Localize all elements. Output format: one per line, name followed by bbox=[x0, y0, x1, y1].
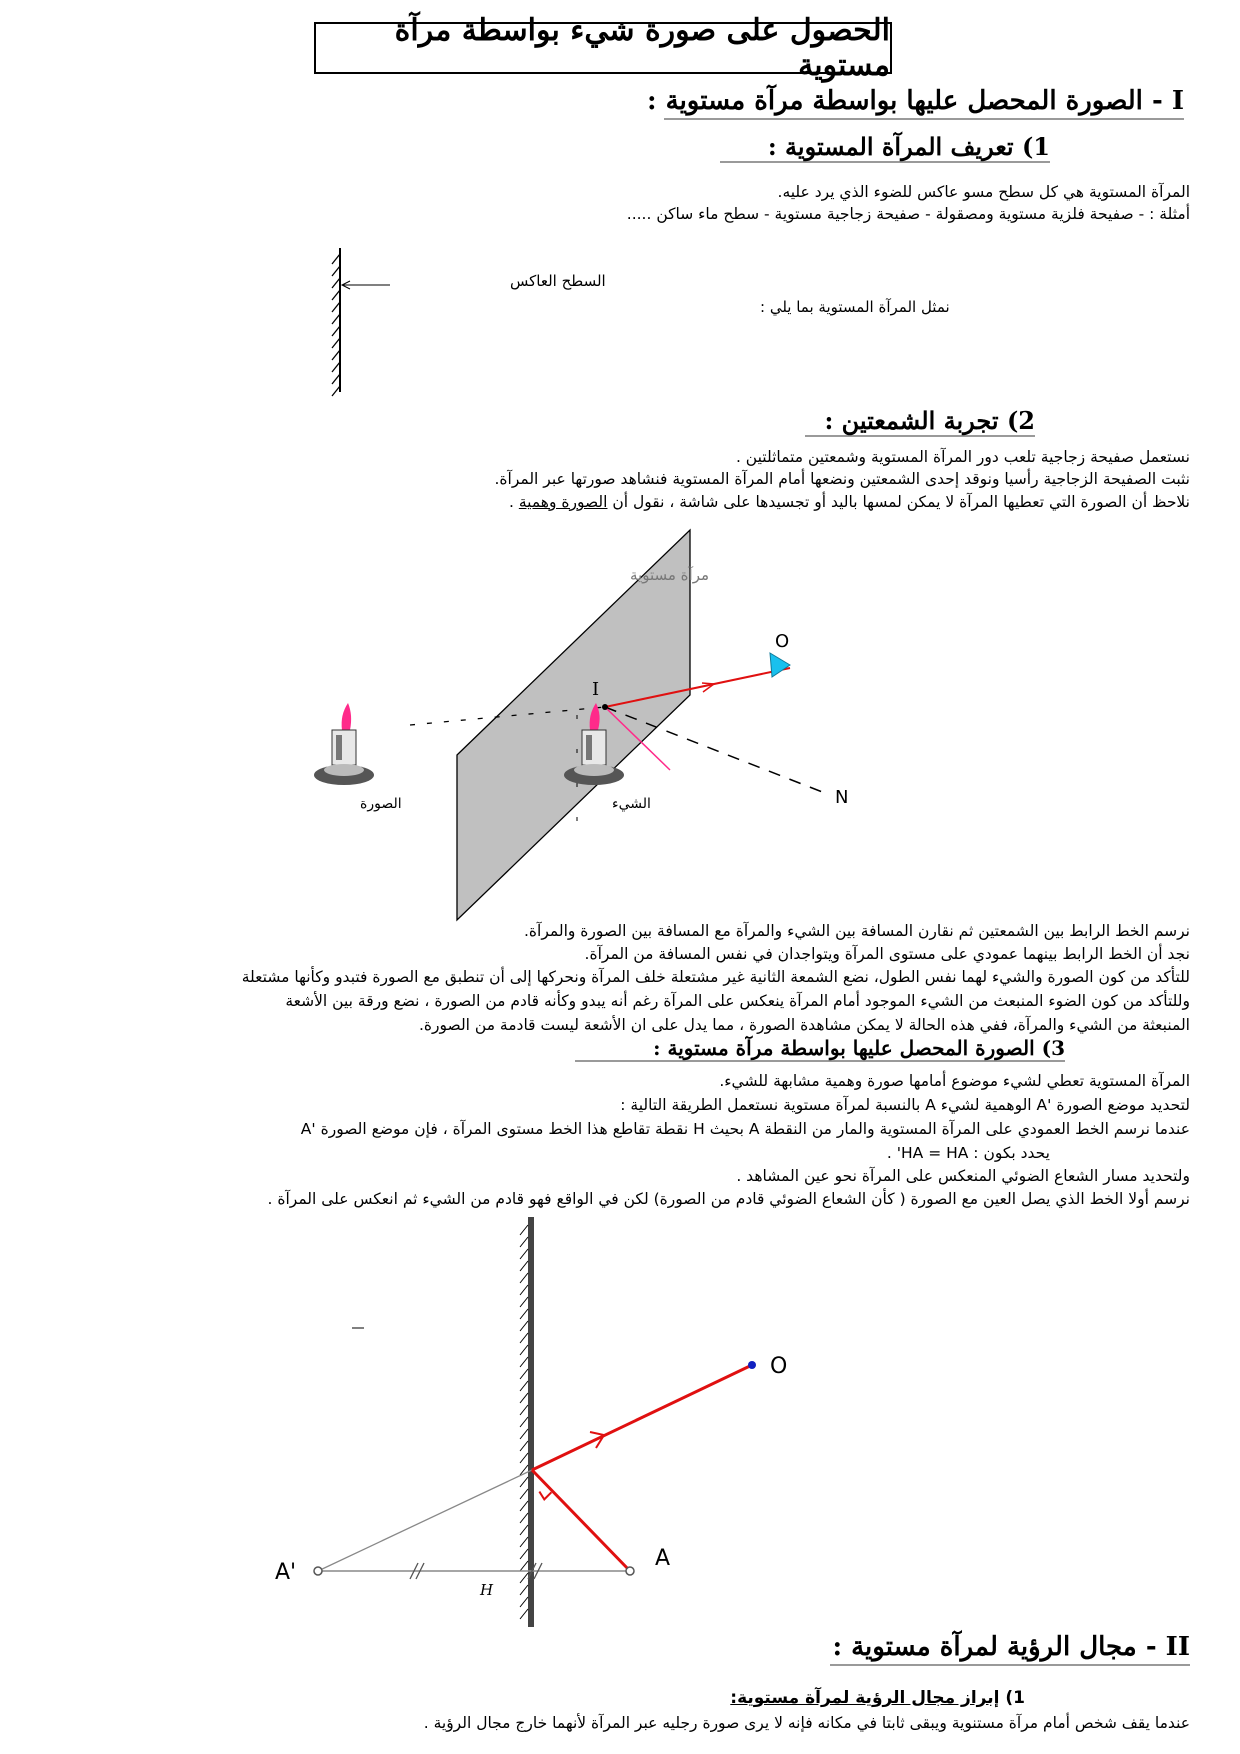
mirror-hatch bbox=[520, 1225, 528, 1619]
reflected-ray-O bbox=[532, 1365, 752, 1470]
two-candles-figure bbox=[330, 525, 890, 920]
sub-1-line-2: أمثلة : - صفيحة فلزية مستوية ومصقولة - صفيحة زجاجية مستوية - سطح ماء ساكن ..... bbox=[626, 205, 1190, 223]
sub-3-line-4: يحدد بكون : HA = HA' . bbox=[886, 1144, 1050, 1162]
section-2-dash: - bbox=[1145, 1632, 1157, 1662]
sub-2-line-1: نستعمل صفيحة زجاجية تلعب دور المرآة المستوية وشمعتين متماثلتين . bbox=[735, 448, 1190, 466]
image-construction-figure bbox=[275, 1215, 900, 1630]
mirror-thick bbox=[528, 1217, 534, 1627]
glass-plate-label: مرآة مستوية bbox=[630, 566, 710, 584]
surface-label: السطح العاكس bbox=[510, 272, 606, 290]
mirror-hatching bbox=[332, 254, 340, 396]
sub-3-line-1: المرآة المستوية تعطي لشيء موضوع أمامها صورة وهمية مشابهة للشيء. bbox=[719, 1072, 1190, 1090]
sub-3-title: الصورة المحصل عليها بواسطة مرآة مستوية : bbox=[653, 1036, 1035, 1060]
sub-1-number: 1) bbox=[1021, 132, 1050, 161]
virtual-image-term: الصورة وهمية bbox=[518, 493, 608, 511]
sub-3-number: 3) bbox=[1041, 1036, 1065, 1060]
point-A bbox=[626, 1567, 634, 1575]
page-title-box bbox=[314, 13, 892, 83]
image-candle bbox=[314, 703, 374, 785]
sub-1-heading bbox=[720, 132, 1050, 163]
point-O-label: O bbox=[775, 631, 790, 652]
object-label: الشيء bbox=[612, 796, 651, 812]
sub-3-heading bbox=[575, 1036, 1065, 1062]
sub-2-title: تجربة الشمعتين : bbox=[824, 406, 999, 435]
sub-2-line-3 bbox=[509, 491, 1190, 513]
section-1-title: الصورة المحصل عليها بواسطة مرآة مستوية : bbox=[646, 86, 1143, 116]
sub-1-line-1: المرآة المستوية هي كل سطح مسو عاكس للضوء الذي يرد عليه. bbox=[777, 183, 1190, 201]
section-2-numeral: II bbox=[1165, 1632, 1190, 1662]
point-O-text: O bbox=[770, 1354, 788, 1379]
section-2-sub-heading bbox=[730, 1688, 1025, 1708]
point-N-label: N bbox=[835, 787, 849, 808]
mirror-symbol-caption: نمثل المرآة المستوية بما يلي : bbox=[760, 298, 950, 316]
sub-2-line-3-prefix: نلاحظ أن الصورة التي تعطيها المرآة لا يمكن لمسها باليد أو تجسيدها على شاشة ، نقول أن bbox=[607, 493, 1190, 511]
point-A-prime-text: A' bbox=[275, 1560, 297, 1585]
sub-1-title: تعريف المرآة المستوية : bbox=[767, 132, 1014, 161]
image-label: الصورة bbox=[360, 796, 402, 812]
sub-3-line-5: ولتحديد مسار الشعاع الضوئي المنعكس على المرآة نحو عين المشاهد . bbox=[736, 1167, 1190, 1185]
mirror-symbol-figure bbox=[320, 248, 950, 398]
sub-2-after-3: للتأكد من كون الصورة والشيء لهما نفس الطول، نضع الشمعة الثانية غير مشتعلة خلف المرآة ونحركها إلى أن تنطبق مع الصورة فتبدو وكأنها مشتعلة bbox=[241, 968, 1190, 986]
section-1-heading bbox=[646, 86, 1184, 120]
section-2-sub-number: 1) bbox=[1005, 1688, 1025, 1708]
sub-2-heading bbox=[805, 406, 1035, 437]
glass-plate bbox=[457, 530, 690, 920]
sub-2-line-3-suffix: . bbox=[508, 493, 519, 511]
point-A-prime bbox=[314, 1567, 322, 1575]
sub-2-after-1: نرسم الخط الرابط بين الشمعتين ثم نقارن المسافة بين الشيء والمرآة مع المسافة بين الصورة والمرآة. bbox=[524, 922, 1190, 940]
sub-2-after-4: وللتأكد من كون الضوء المنبعث من الشيء الموجود أمام المرآة ينعكس على المرآة رغم أنه يبدو وكأنه قادم من الصورة ، نضع ورقة بين الأشعة bbox=[285, 992, 1190, 1010]
point-I bbox=[602, 704, 608, 710]
sub-2-after-2: نجد أن الخط الرابط بينهما عمودي على مستوى المرآة ويتواجدان في نفس المسافة من المرآة. bbox=[584, 945, 1190, 963]
page-title: الحصول على صورة شيء بواسطة مرآة مستوية bbox=[394, 13, 890, 83]
section-2-sub-title: إبراز مجال الرؤية لمرآة مستوية: bbox=[730, 1688, 1000, 1708]
section-1-dash: - bbox=[1151, 86, 1163, 116]
sub-3-line-3: عندما نرسم الخط العمودي على المرآة المستوية والمار من النقطة A بحيث H نقطة تقاطع هذا الخط مستوى المرآة ، فإن موضع الصورة 'A bbox=[300, 1120, 1190, 1138]
eye-O bbox=[770, 653, 790, 677]
section-1-numeral: I bbox=[1171, 86, 1184, 116]
incident-ray-A bbox=[532, 1470, 630, 1571]
sub-2-after-5: المنبعثة من الشيء والمرآة، ففي هذه الحالة لا يمكن مشاهدة الصورة ، مما يدل على ان الأشعة ليست قادمة من الصورة. bbox=[418, 1016, 1190, 1034]
virtual-line-A-prime bbox=[318, 1470, 532, 1571]
point-I-label: I bbox=[592, 679, 600, 700]
sub-2-line-2: نثبت الصفيحة الزجاجية رأسيا ونوقد إحدى الشمعتين ونضعها أمام المرآة المستوية فنشاهد صورتها عبر المرآة. bbox=[494, 470, 1190, 488]
section-2-title: مجال الرؤية لمرآة مستوية : bbox=[832, 1632, 1137, 1662]
point-A-text: A bbox=[655, 1546, 671, 1571]
section-2-heading bbox=[830, 1632, 1190, 1666]
point-O bbox=[748, 1361, 756, 1369]
point-H-text: H bbox=[480, 1581, 494, 1599]
section-2-line-1: عندما يقف شخص أمام مرآة مستنوية ويبقى ثابتا في مكانه فإنه لا يرى صورة رجليه عبر المرآة لأنهما خارج مجال الرؤية . bbox=[423, 1714, 1190, 1732]
sub-3-line-2: لتحديد موضع الصورة 'A الوهمية لشيء A بالنسبة لمرآة مستوية نستعمل الطريقة التالية : bbox=[620, 1096, 1190, 1114]
sub-3-line-6: نرسم أولا الخط الذي يصل العين مع الصورة ( كأن الشعاع الضوئي قادم من الصورة) لكن في الواقع فهو قادم من الشيء ثم انعكس على المرآة . bbox=[267, 1190, 1190, 1208]
sub-2-number: 2) bbox=[1006, 406, 1035, 435]
